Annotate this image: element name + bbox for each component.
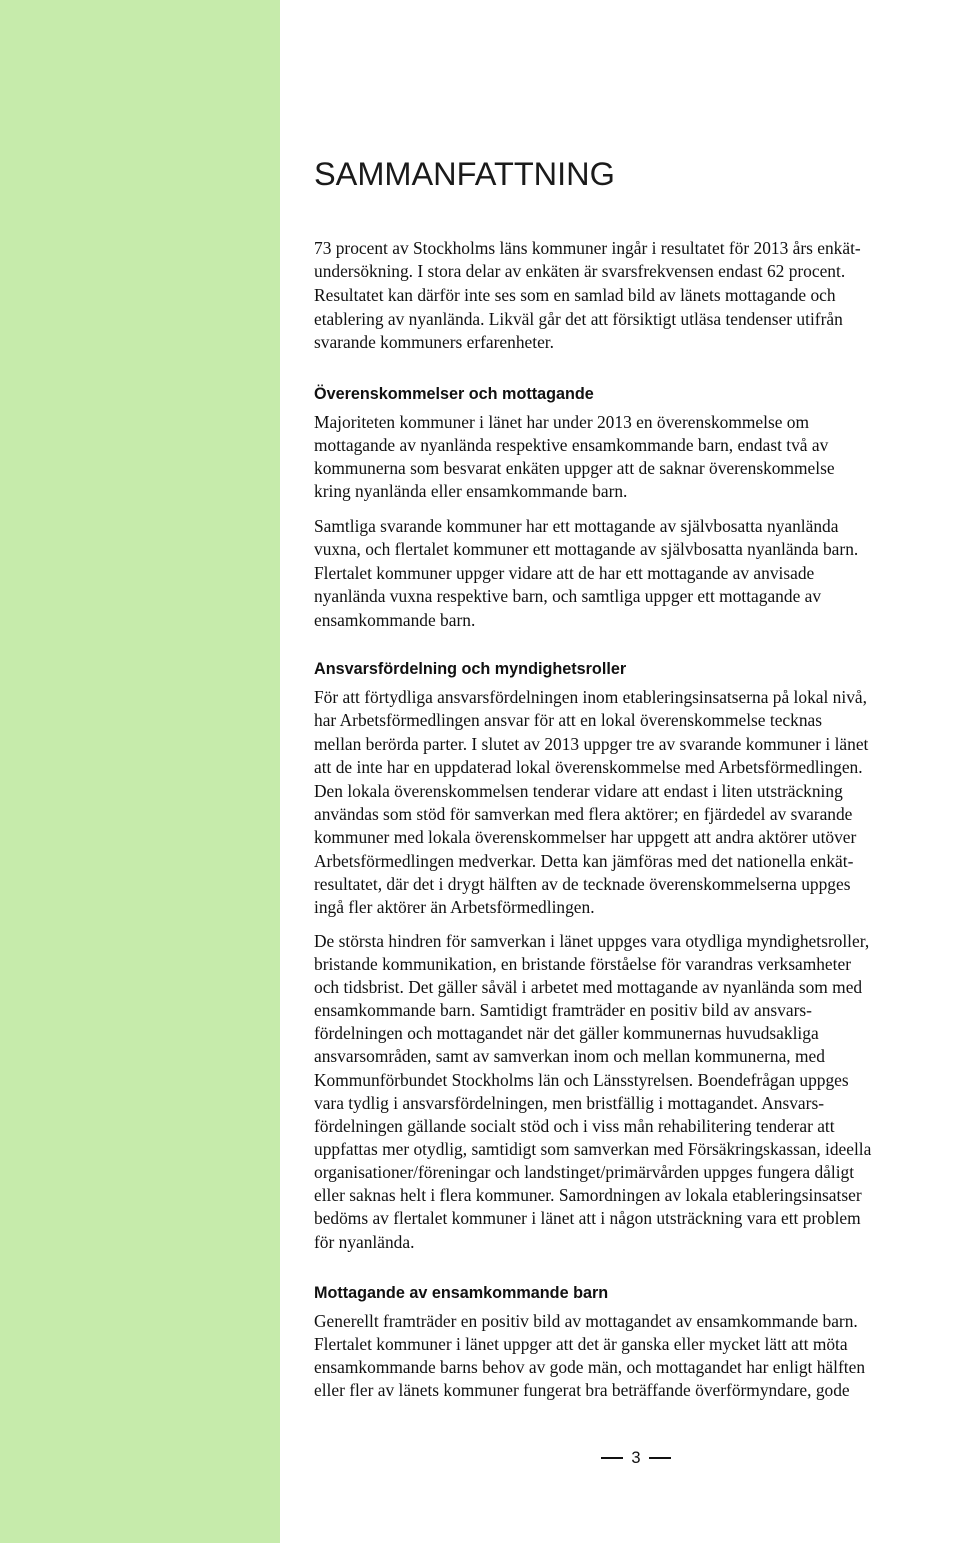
paragraph-line: nyanlända vuxna respektive barn, och samtliga uppger ett mottagande av <box>314 586 822 606</box>
paragraph-line: kommunerna som besvarat enkäten uppger att de saknar överenskommelse <box>314 458 835 478</box>
paragraph-line: mottagande av nyanlända respektive ensamkommande barn, endast två av <box>314 435 829 455</box>
paragraph-line: för nyanlända. <box>314 1232 415 1252</box>
paragraph-line: Arbetsförmedlingen medverkar. Detta kan jämföras med det nationella enkät- <box>314 851 854 871</box>
paragraph-line: eller fler av länets kommuner fungerat bra beträffande överförmyndare, gode <box>314 1380 850 1400</box>
intro-line: 73 procent av Stockholms läns kommuner ingår i resultatet för 2013 års enkät- <box>314 238 861 258</box>
intro-line: svarande kommuners erfarenheter. <box>314 332 554 352</box>
paragraph-line: ingå fler aktörer än Arbetsförmedlingen. <box>314 897 595 917</box>
green-sidebar <box>0 0 280 1543</box>
section-heading: Överenskommelser och mottagande <box>314 385 594 403</box>
page-number: 3 <box>631 1448 641 1467</box>
paragraph-line: resultatet, där det i drygt hälften av de tecknade överenskommelserna uppges <box>314 874 851 894</box>
paragraph-line: Kommunförbundet Stockholms län och Länsstyrelsen. Boendefrågan uppges <box>314 1070 849 1090</box>
paragraph-line: att de inte har en uppdaterad lokal överenskommelse med Arbetsförmedlingen. <box>314 757 863 777</box>
paragraph-line: organisationer/föreningar och landstinget/primärvården uppges fungera dåligt <box>314 1162 855 1182</box>
intro-line: undersökning. I stora delar av enkäten är svarsfrekvensen endast 62 procent. <box>314 261 846 281</box>
footer-dash-left <box>601 1457 623 1459</box>
paragraph-line: ansvarsområden, samt av samverkan inom och mellan kommunerna, med <box>314 1046 825 1066</box>
paragraph-line: ensamkommande barn. Samtidigt framträder en positiv bild av ansvars- <box>314 1000 812 1020</box>
paragraph-line: kommuner med lokala överenskommelser har uppgett att andra aktörer utöver <box>314 827 857 847</box>
paragraph-line: mellan berörda parter. I slutet av 2013 uppger tre av svarande kommuner i länet <box>314 734 869 754</box>
paragraph-line: fördelningen och mottagandet när det gäller kommunernas huvudsakliga <box>314 1023 819 1043</box>
paragraph-line: fördelningen gällande socialt stöd och i viss mån rehabilitering tenderar att <box>314 1116 835 1136</box>
paragraph-line: Generellt framträder en positiv bild av mottagandet av ensamkommande barn. <box>314 1311 858 1331</box>
intro-line: etablering av nyanlända. Likväl går det att försiktigt utläsa tendenser utifrån <box>314 309 843 329</box>
page-footer <box>586 1446 686 1470</box>
paragraph-line: har Arbetsförmedlingen ansvar för att en lokal överenskommelse tecknas <box>314 710 823 730</box>
paragraph-line: bristande kommunikation, en bristande förståelse för varandras verksamheter <box>314 954 851 974</box>
paragraph-line: uppfattas mer otydlig, samtidigt som samverkan med Försäkringskassan, ideella <box>314 1139 872 1159</box>
intro-line: Resultatet kan därför inte ses som en samlad bild av länets mottagande och <box>314 285 836 305</box>
paragraph-line: De största hindren för samverkan i länet uppges vara otydliga myndighetsroller, <box>314 931 870 951</box>
paragraph-line: Majoriteten kommuner i länet har under 2013 en överenskommelse om <box>314 412 810 432</box>
paragraph-line: Samtliga svarande kommuner har ett mottagande av självbosatta nyanlända <box>314 516 839 536</box>
footer-dash-right <box>649 1457 671 1459</box>
paragraph-line: och tidsbrist. Det gäller såväl i arbetet med mottagande av nyanlända som med <box>314 977 863 997</box>
paragraph-line: kring nyanlända eller ensamkommande barn. <box>314 481 628 501</box>
paragraph-line: vara tydlig i ansvarsfördelningen, men bristfällig i mottagandet. Ansvars- <box>314 1093 825 1113</box>
section-heading: Mottagande av ensamkommande barn <box>314 1284 609 1302</box>
paragraph-line: bedöms av flertalet kommuner i länet att i någon utsträckning vara ett problem <box>314 1208 861 1228</box>
paragraph-line: Den lokala överenskommelsen tenderar vidare att endast i liten utsträckning <box>314 781 843 801</box>
paragraph-line: användas som stöd för samverkan med flera aktörer; en fjärdedel av svarande <box>314 804 853 824</box>
paragraph-line: eller saknas helt i flera kommuner. Samordningen av lokala etableringsinsatser <box>314 1185 862 1205</box>
page-title: SAMMANFATTNING <box>314 156 615 192</box>
paragraph-line: För att förtydliga ansvarsfördelningen inom etableringsinsatserna på lokal nivå, <box>314 687 867 707</box>
paragraph-line: Flertalet kommuner i länet uppger att det är ganska eller mycket lätt att möta <box>314 1334 848 1354</box>
section-heading: Ansvarsfördelning och myndighetsroller <box>314 660 627 678</box>
paragraph-line: Flertalet kommuner uppger vidare att de har ett mottagande av anvisade <box>314 563 815 583</box>
paragraph-line: ensamkommande barns behov av gode män, och mottagandet har enligt hälften <box>314 1357 866 1377</box>
paragraph-line: vuxna, och flertalet kommuner ett mottagande av självbosatta nyanlända barn. <box>314 539 859 559</box>
paragraph-line: ensamkommande barn. <box>314 610 476 630</box>
